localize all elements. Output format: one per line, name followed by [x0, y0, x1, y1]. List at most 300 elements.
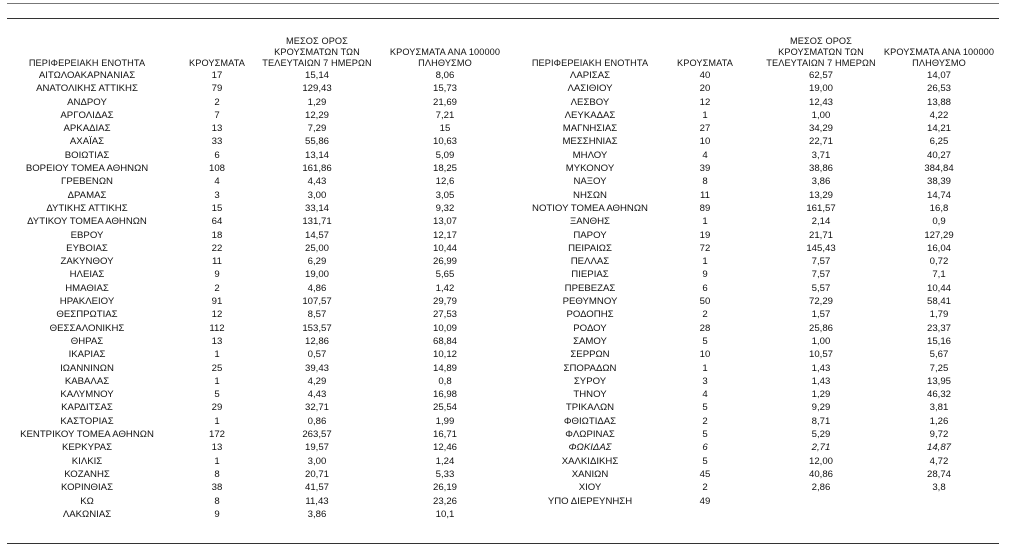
cell-avg7: 7,29 — [307, 123, 327, 135]
table-row — [505, 362, 999, 375]
cell-region: ΣΠΟΡΑΔΩΝ — [563, 362, 617, 374]
cell-cases: 12 — [699, 96, 711, 108]
cell-avg7: 1,43 — [811, 375, 831, 387]
table-row — [7, 162, 505, 175]
cell-avg7: 6,29 — [307, 256, 327, 268]
cell-region: ΘΗΡΑΣ — [70, 335, 104, 347]
cell-cases: 1 — [214, 375, 220, 387]
cell-per100k: 6,25 — [929, 136, 949, 148]
cell-cases: 4 — [214, 176, 220, 188]
cell-per100k: 8,06 — [435, 70, 455, 81]
cell-cases: 9 — [702, 269, 708, 281]
cell-region: ΚΟΖΑΝΗΣ — [64, 468, 110, 480]
table-body-left — [7, 69, 505, 521]
cell-per100k: 15,73 — [432, 83, 457, 95]
cell-per100k: 13,07 — [432, 216, 457, 228]
cell-region: ΠΕΛΛΑΣ — [570, 256, 610, 268]
cell-cases: 50 — [699, 296, 711, 308]
cell-avg7: 19,00 — [808, 83, 833, 95]
cell-region: ΛΕΣΒΟΥ — [570, 96, 610, 108]
cell-cases: 9 — [214, 508, 220, 520]
table-row — [7, 322, 505, 335]
table-row — [7, 149, 505, 162]
cell-region: ΒΟΡΕΙΟΥ ΤΟΜΕΑ ΑΘΗΝΩΝ — [25, 163, 149, 175]
table-body-right — [505, 69, 999, 508]
cell-region: ΝΟΤΙΟΥ ΤΟΜΕΑ ΑΘΗΝΩΝ — [532, 202, 648, 214]
table-row — [7, 375, 505, 388]
cell-per100k: 14,74 — [926, 189, 951, 201]
cell-avg7: 22,71 — [808, 136, 833, 148]
cell-avg7: 1,43 — [811, 362, 831, 374]
cell-cases: 10 — [699, 136, 711, 148]
cell-region: ΙΚΑΡΙΑΣ — [68, 349, 106, 361]
cell-region: ΕΒΡΟΥ — [70, 229, 104, 241]
cell-per100k: 3,81 — [929, 402, 949, 414]
cell-region: ΑΙΤΩΛΟΑΚΑΡΝΑΝΙΑΣ — [38, 70, 136, 81]
cell-per100k: 25,54 — [432, 402, 457, 414]
cell-avg7: 12,86 — [304, 335, 329, 347]
cell-cases: 5 — [702, 455, 708, 467]
cell-avg7: 1,29 — [811, 389, 831, 401]
cell-avg7: 131,71 — [302, 216, 332, 228]
cell-avg7: 3,00 — [307, 455, 327, 467]
cell-per100k: 0,8 — [438, 375, 452, 387]
table-row — [7, 189, 505, 202]
cell-region: ΚΑΣΤΟΡΙΑΣ — [60, 415, 114, 427]
top-rule — [7, 3, 999, 4]
cell-region: ΝΑΞΟΥ — [573, 176, 607, 188]
table-row — [505, 255, 999, 268]
table-row — [505, 401, 999, 414]
cell-per100k: 1,42 — [435, 282, 455, 294]
table-row — [7, 415, 505, 428]
cell-region: ΚΙΛΚΙΣ — [71, 455, 103, 467]
table-row — [505, 215, 999, 228]
cell-avg7: 12,43 — [808, 96, 833, 108]
cell-cases: 6 — [214, 149, 220, 161]
cell-per100k: 4,22 — [929, 109, 949, 121]
cell-cases: 1 — [702, 362, 708, 374]
cell-avg7: 40,86 — [808, 468, 833, 480]
cell-region: ΝΗΣΩΝ — [573, 189, 607, 201]
table-row — [505, 495, 999, 508]
cell-avg7: 145,43 — [806, 242, 836, 254]
cell-avg7: 7,57 — [811, 256, 831, 268]
cell-region: ΤΗΝΟΥ — [573, 389, 607, 401]
cell-region: ΠΑΡΟΥ — [573, 229, 607, 241]
table-row — [7, 215, 505, 228]
cell-region: ΛΑΣΙΘΙΟΥ — [567, 83, 613, 95]
cell-region: ΜΕΣΣΗΝΙΑΣ — [562, 136, 618, 148]
table-row — [505, 82, 999, 95]
table-row — [7, 295, 505, 308]
cell-per100k: 10,1 — [435, 508, 455, 520]
cell-per100k: 14,07 — [926, 70, 951, 81]
cell-per100k: 7,25 — [929, 362, 949, 374]
header-per100k: ΚΡΟΥΣΜΑΤΑ ΑΝΑ 100000 ΠΛΗΘΥΣΜΟ — [883, 47, 995, 68]
table-row — [7, 401, 505, 414]
cell-cases: 1 — [214, 349, 220, 361]
cell-region: ΥΠΟ ΔΙΕΡΕΥΝΗΣΗ — [547, 495, 633, 507]
cell-avg7: 0,57 — [307, 349, 327, 361]
cell-region: ΑΝΑΤΟΛΙΚΗΣ ΑΤΤΙΚΗΣ — [36, 83, 138, 95]
cell-avg7: 13,29 — [808, 189, 833, 201]
cell-avg7: 21,71 — [808, 229, 833, 241]
cell-cases: 4 — [702, 389, 708, 401]
cell-cases: 1 — [214, 415, 220, 427]
cell-region: ΠΡΕΒΕΖΑΣ — [564, 282, 616, 294]
cell-per100k: 13,88 — [926, 96, 951, 108]
cell-region: ΡΕΘΥΜΝΟΥ — [562, 296, 618, 308]
cell-region: ΧΑΝΙΩΝ — [571, 468, 609, 480]
table-row — [505, 175, 999, 188]
cell-region: ΚΕΡΚΥΡΑΣ — [61, 442, 112, 454]
cell-per100k: 10,12 — [432, 349, 457, 361]
cell-region: ΑΡΓΟΛΙΔΑΣ — [60, 109, 114, 121]
header-cases: ΚΡΟΥΣΜΑΤΑ — [677, 58, 733, 68]
cell-avg7: 4,29 — [307, 375, 327, 387]
cell-avg7: 4,43 — [307, 389, 327, 401]
table-row — [7, 242, 505, 255]
cell-region: ΒΟΙΩΤΙΑΣ — [64, 149, 110, 161]
cell-region: ΖΑΚΥΝΘΟΥ — [60, 256, 114, 268]
cell-region: ΔΥΤΙΚΗΣ ΑΤΤΙΚΗΣ — [46, 202, 128, 214]
cell-cases: 6 — [702, 442, 708, 454]
cell-avg7: 15,14 — [304, 70, 329, 81]
table-row — [7, 428, 505, 441]
table-row — [505, 455, 999, 468]
cell-per100k: 40,27 — [926, 149, 951, 161]
table-row — [505, 242, 999, 255]
cell-avg7: 38,86 — [808, 163, 833, 175]
cell-avg7: 4,43 — [307, 176, 327, 188]
cell-per100k: 10,44 — [926, 282, 951, 294]
cell-region: ΗΜΑΘΙΑΣ — [65, 282, 109, 294]
cell-region: ΤΡΙΚΑΛΩΝ — [565, 402, 615, 414]
cell-per100k: 1,99 — [435, 415, 455, 427]
table-row — [505, 295, 999, 308]
cell-per100k: 0,9 — [932, 216, 946, 228]
cell-per100k: 14,87 — [926, 442, 951, 454]
table-row — [505, 428, 999, 441]
cell-region: ΚΑΡΔΙΤΣΑΣ — [61, 402, 113, 414]
cell-per100k: 16,71 — [432, 429, 457, 441]
cell-per100k: 5,65 — [435, 269, 455, 281]
cell-avg7: 129,43 — [302, 83, 332, 95]
cell-avg7: 107,57 — [302, 296, 332, 308]
cell-cases: 38 — [211, 482, 223, 494]
table-row — [505, 335, 999, 348]
cell-cases: 1 — [702, 109, 708, 121]
table-row — [505, 122, 999, 135]
cell-avg7: 1,00 — [811, 335, 831, 347]
cell-avg7: 3,00 — [307, 189, 327, 201]
cell-region: ΓΡΕΒΕΝΩΝ — [61, 176, 113, 188]
cell-cases: 8 — [702, 176, 708, 188]
cell-avg7: 263,57 — [302, 429, 332, 441]
cell-cases: 1 — [214, 455, 220, 467]
table-row — [7, 229, 505, 242]
cell-cases: 11 — [700, 189, 710, 201]
cell-cases: 2 — [214, 282, 220, 294]
cell-region: ΣΑΜΟΥ — [573, 335, 607, 347]
cell-avg7: 32,71 — [304, 402, 329, 414]
cell-cases: 3 — [702, 375, 708, 387]
cell-avg7: 72,29 — [808, 296, 833, 308]
cell-cases: 13 — [211, 442, 223, 454]
cell-cases: 112 — [209, 322, 225, 334]
cell-cases: 89 — [699, 202, 711, 214]
table-row — [505, 415, 999, 428]
cell-region: ΣΕΡΡΩΝ — [570, 349, 610, 361]
cell-avg7: 25,00 — [304, 242, 329, 254]
cell-cases: 15 — [211, 202, 223, 214]
cell-avg7: 11,43 — [305, 495, 329, 507]
cell-avg7: 9,29 — [811, 402, 831, 414]
cell-per100k: 3,05 — [435, 189, 455, 201]
cell-avg7: 55,86 — [304, 136, 329, 148]
cell-cases: 4 — [702, 149, 708, 161]
table-row — [7, 335, 505, 348]
cell-region: ΣΥΡΟΥ — [573, 375, 607, 387]
cell-cases: 79 — [211, 83, 223, 95]
cell-per100k: 16,8 — [929, 202, 949, 214]
cell-region: ΠΕΙΡΑΙΩΣ — [568, 242, 612, 254]
cell-avg7: 8,71 — [811, 415, 831, 427]
cell-per100k: 12,46 — [432, 442, 457, 454]
cell-avg7: 8,57 — [307, 309, 327, 321]
table-row — [505, 375, 999, 388]
cell-per100k: 21,69 — [432, 96, 457, 108]
cell-per100k: 12,17 — [432, 229, 457, 241]
cell-region: ΚΩ — [80, 495, 94, 507]
cell-region: ΑΝΔΡΟΥ — [67, 96, 107, 108]
cell-cases: 5 — [702, 429, 708, 441]
cell-cases: 72 — [699, 242, 711, 254]
cell-per100k: 5,09 — [435, 149, 455, 161]
cell-per100k: 58,41 — [926, 296, 951, 308]
cell-cases: 5 — [214, 389, 220, 401]
table-row — [7, 481, 505, 494]
table-row — [7, 175, 505, 188]
table-row — [505, 96, 999, 109]
cell-per100k: 5,67 — [929, 349, 949, 361]
cell-cases: 45 — [699, 468, 711, 480]
cell-per100k: 5,33 — [435, 468, 455, 480]
table-row — [505, 282, 999, 295]
cell-cases: 29 — [211, 402, 223, 414]
cell-cases: 64 — [211, 216, 223, 228]
cell-per100k: 3,8 — [932, 482, 946, 494]
cell-avg7: 19,57 — [304, 442, 329, 454]
cell-cases: 10 — [699, 349, 711, 361]
header-per100k: ΚΡΟΥΣΜΑΤΑ ΑΝΑ 100000 ΠΛΗΘΥΣΜΟ — [389, 47, 501, 68]
cell-cases: 11 — [212, 256, 222, 268]
cell-avg7: 33,14 — [304, 202, 329, 214]
cell-cases: 17 — [211, 70, 223, 81]
table-row — [505, 441, 999, 454]
cell-cases: 2 — [702, 482, 708, 494]
cell-per100k: 68,84 — [432, 335, 457, 347]
cell-region: ΡΟΔΟΠΗΣ — [566, 309, 614, 321]
cell-cases: 2 — [702, 309, 708, 321]
cell-avg7: 153,57 — [302, 322, 332, 334]
cell-region: ΜΥΚΟΝΟΥ — [565, 163, 615, 175]
cell-avg7: 14,57 — [304, 229, 329, 241]
table-row — [7, 308, 505, 321]
cell-cases: 5 — [702, 335, 708, 347]
cell-avg7: 12,00 — [808, 455, 833, 467]
cell-avg7: 1,00 — [811, 109, 831, 121]
table-row — [7, 135, 505, 148]
cell-cases: 27 — [699, 123, 711, 135]
cell-region: ΦΛΩΡΙΝΑΣ — [565, 429, 615, 441]
cell-avg7: 1,29 — [307, 96, 327, 108]
cell-cases: 5 — [702, 402, 708, 414]
cell-per100k: 28,74 — [926, 468, 951, 480]
cell-per100k: 16,04 — [926, 242, 951, 254]
cell-cases: 8 — [214, 468, 220, 480]
cell-avg7: 12,29 — [304, 109, 329, 121]
cell-avg7: 13,14 — [304, 149, 329, 161]
cell-region: ΔΡΑΜΑΣ — [67, 189, 107, 201]
cell-region: ΜΑΓΝΗΣΙΑΣ — [562, 123, 618, 135]
table-row — [7, 82, 505, 95]
cell-cases: 3 — [214, 189, 220, 201]
table-row — [7, 202, 505, 215]
table-row — [505, 481, 999, 494]
cell-per100k: 14,21 — [926, 123, 951, 135]
header-cases: ΚΡΟΥΣΜΑΤΑ — [189, 58, 245, 68]
cell-cases: 7 — [214, 109, 220, 121]
cell-cases: 28 — [699, 322, 711, 334]
cell-avg7: 5,57 — [811, 282, 831, 294]
cell-per100k: 18,25 — [432, 163, 457, 175]
cell-region: ΠΙΕΡΙΑΣ — [571, 269, 609, 281]
cell-per100k: 26,53 — [926, 83, 951, 95]
table-row — [7, 282, 505, 295]
table-header-right — [505, 19, 999, 69]
cell-per100k: 10,09 — [432, 322, 457, 334]
table-row — [7, 348, 505, 361]
cell-region: ΚΕΝΤΡΙΚΟΥ ΤΟΜΕΑ ΑΘΗΝΩΝ — [20, 429, 154, 441]
cell-region: ΜΗΛΟΥ — [572, 149, 608, 161]
table-left-half — [7, 19, 505, 521]
table-row — [7, 69, 505, 82]
cell-region: ΡΟΔΟΥ — [573, 322, 607, 334]
cell-cases: 6 — [702, 282, 708, 294]
cell-avg7: 19,00 — [304, 269, 329, 281]
table-row — [505, 229, 999, 242]
header-region: ΠΕΡΙΦΕΡΕΙΑΚΗ ΕΝΟΤΗΤΑ — [28, 58, 146, 68]
table-row — [505, 109, 999, 122]
table-row — [505, 69, 999, 82]
cell-per100k: 1,24 — [435, 455, 455, 467]
header-region: ΠΕΡΙΦΕΡΕΙΑΚΗ ΕΝΟΤΗΤΑ — [531, 58, 649, 68]
cell-region: ΦΘΙΩΤΙΔΑΣ — [563, 415, 617, 427]
cell-cases: 1 — [702, 216, 708, 228]
table-row — [505, 388, 999, 401]
cell-region: ΧΙΟΥ — [578, 482, 602, 494]
cell-per100k: 15 — [439, 123, 451, 135]
cell-avg7: 0,86 — [307, 415, 327, 427]
cell-avg7: 34,29 — [808, 123, 833, 135]
cell-region: ΚΑΛΥΜΝΟΥ — [60, 389, 114, 401]
cell-per100k: 26,19 — [432, 482, 457, 494]
cell-per100k: 38,39 — [926, 176, 951, 188]
cell-cases: 2 — [702, 415, 708, 427]
cell-per100k: 384,84 — [924, 163, 954, 175]
cell-per100k: 1,79 — [929, 309, 949, 321]
cell-avg7: 161,57 — [806, 202, 836, 214]
cell-per100k: 127,29 — [924, 229, 954, 241]
table-row — [505, 308, 999, 321]
table-row — [7, 455, 505, 468]
cell-avg7: 7,57 — [811, 269, 831, 281]
cell-region: ΚΑΒΑΛΑΣ — [64, 375, 110, 387]
table-row — [505, 162, 999, 175]
cell-avg7: 161,86 — [302, 163, 332, 175]
cell-avg7: 41,57 — [304, 482, 329, 494]
cell-cases: 49 — [699, 495, 711, 507]
table-row — [505, 189, 999, 202]
header-avg7: ΜΕΣΟΣ ΟΡΟΣ ΚΡΟΥΣΜΑΤΩΝ ΤΩΝ ΤΕΛΕΥΤΑΙΩΝ 7 ΗΜΕΡΩΝ — [766, 36, 876, 68]
cell-avg7: 5,29 — [811, 429, 831, 441]
cell-avg7: 25,86 — [808, 322, 833, 334]
cell-per100k: 23,37 — [926, 322, 951, 334]
table-right-half — [505, 19, 999, 508]
cell-avg7: 1,57 — [811, 309, 831, 321]
cell-per100k: 26,99 — [432, 256, 457, 268]
cell-region: ΑΡΚΑΔΙΑΣ — [63, 123, 111, 135]
cell-region: ΧΑΛΚΙΔΙΚΗΣ — [561, 455, 619, 467]
cell-per100k: 12,6 — [435, 176, 455, 188]
cell-cases: 18 — [211, 229, 223, 241]
cell-per100k: 14,89 — [432, 362, 457, 374]
cell-region: ΘΕΣΣΑΛΟΝΙΚΗΣ — [49, 322, 125, 334]
cell-avg7: 62,57 — [808, 70, 833, 81]
cell-per100k: 0,72 — [929, 256, 949, 268]
cell-cases: 19 — [699, 229, 711, 241]
cell-region: ΗΛΕΙΑΣ — [69, 269, 105, 281]
table-row — [505, 322, 999, 335]
table-row — [7, 468, 505, 481]
cell-avg7: 4,86 — [307, 282, 327, 294]
cell-per100k: 9,32 — [435, 202, 455, 214]
table-row — [505, 202, 999, 215]
cell-region: ΛΑΚΩΝΙΑΣ — [62, 508, 112, 520]
cell-cases: 108 — [208, 163, 225, 175]
cell-avg7: 10,57 — [808, 349, 833, 361]
cases-table — [7, 18, 999, 544]
cell-per100k: 7,21 — [435, 109, 455, 121]
cell-cases: 13 — [211, 335, 223, 347]
cell-cases: 40 — [699, 70, 711, 81]
cell-cases: 2 — [214, 96, 220, 108]
cell-per100k: 4,72 — [929, 455, 949, 467]
cell-cases: 25 — [211, 362, 223, 374]
table-row — [7, 268, 505, 281]
cell-cases: 22 — [211, 242, 223, 254]
cell-region: ΛΕΥΚΑΔΑΣ — [564, 109, 616, 121]
cell-cases: 13 — [211, 123, 223, 135]
cell-per100k: 1,26 — [929, 415, 949, 427]
cell-avg7: 3,86 — [811, 176, 831, 188]
cell-region: ΔΥΤΙΚΟΥ ΤΟΜΕΑ ΑΘΗΝΩΝ — [27, 216, 147, 228]
table-row — [505, 348, 999, 361]
cell-cases: 20 — [699, 83, 711, 95]
cell-cases: 8 — [214, 495, 220, 507]
